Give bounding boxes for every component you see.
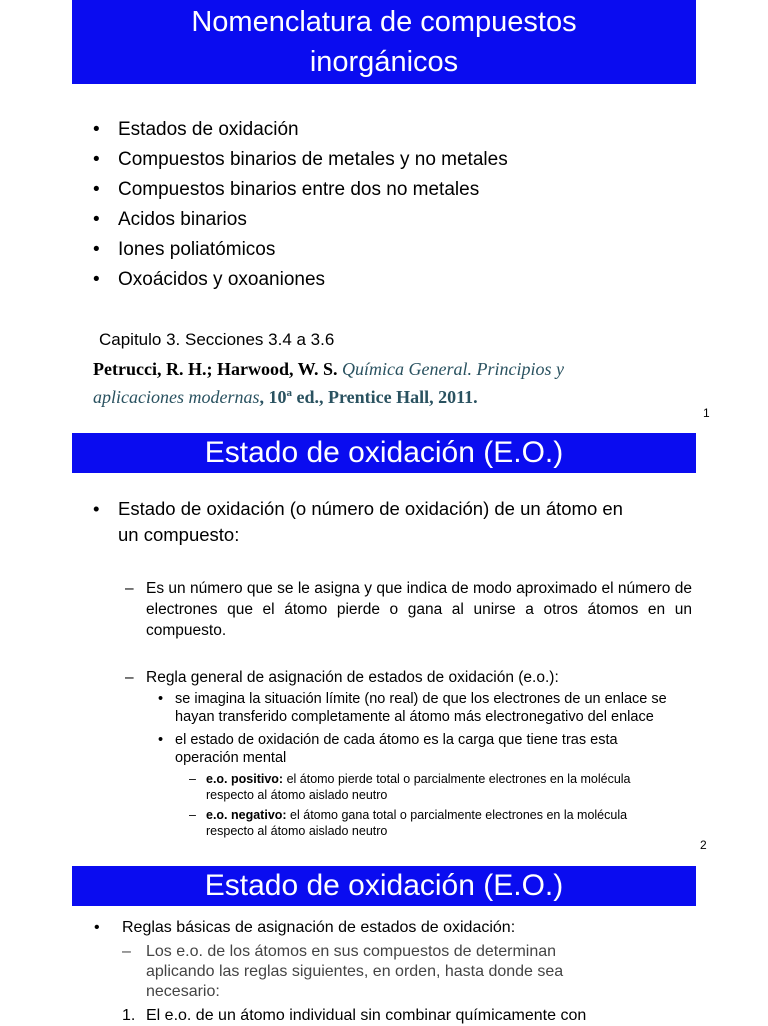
slide2-dash-item: – Es un número que se le asigna y que indica de modo aproximado el número de electrones que el átomo pierde o gana al unirse a otros átomos en un compuesto. [125, 580, 692, 639]
slide2-sub-bullet: • el estado de oxidación de cada átomo es la carga que tiene tras esta operación mental [158, 732, 618, 766]
chapter-line: Capitulo 3. Secciones 3.4 a 3.6 [99, 330, 335, 349]
slide1-bullet: • Iones poliatómicos [93, 239, 276, 260]
bullet-icon: • [93, 239, 100, 260]
slide2-sub-bullet: • se imagina la situación límite (no real) de que los electrones de un enlace se hayan transferido completamente al átomo más electronegativo del enlace [158, 691, 667, 725]
slide1-title-line2: inorgánicos [309, 46, 459, 78]
dash-icon: – [189, 808, 196, 822]
slide1-bullet: • Compuestos binarios entre dos no metales [93, 179, 480, 200]
bullet-icon: • [158, 732, 164, 748]
page-number: 1 [703, 406, 710, 420]
bullet-icon: • [93, 119, 100, 140]
reference-edition-superscript: a [286, 387, 292, 399]
bullet-icon: • [93, 209, 100, 230]
slide3-bullet: • Reglas básicas de asignación de estados de oxidación: [94, 919, 516, 936]
dash-icon: – [122, 943, 131, 960]
reference-publisher: ed., Prentice Hall, 2011. [291, 387, 478, 407]
slide1-bullet: • Compuestos binarios de metales y no metales [93, 149, 508, 170]
slide1-title-banner [72, 0, 696, 84]
rule-number: 1. [122, 1007, 136, 1024]
slide2-dash-item: – Regla general de asignación de estados de oxidación (e.o.): [125, 669, 559, 686]
bullet-icon: • [93, 269, 100, 290]
dash-icon: – [125, 580, 134, 597]
reference-edition-number: 10 [268, 387, 287, 407]
slide1-title-line1: Nomenclatura de compuestos [191, 6, 577, 38]
slide2-positive-eo: – e.o. positivo: el átomo pierde total o parcialmente electrones en la molécula respecto al átomo aislado neutro [189, 772, 631, 802]
bibliographic-reference [93, 357, 633, 409]
slide2-negative-eo: – e.o. negativo: el átomo gana total o parcialmente electrones en la molécula respecto al átomo aislado neutro [189, 808, 628, 838]
slide1-bullet: • Estados de oxidación [93, 119, 299, 140]
bullet-icon: • [93, 179, 100, 200]
bullet-icon: • [158, 691, 164, 707]
slide2-title-banner: Estado de oxidación (E.O.) [72, 433, 696, 473]
dash-icon: – [125, 669, 134, 686]
reference-edition-sep: , [259, 387, 269, 407]
slide3-title-banner: Estado de oxidación (E.O.) [72, 866, 696, 906]
slide1-bullet: • Acidos binarios [93, 209, 247, 230]
slide3-rule-item: 1. El e.o. de un átomo individual sin combinar químicamente con [122, 1007, 587, 1024]
slide2-bullet: • Estado de oxidación (o número de oxidación) de un átomo en un compuesto: [93, 498, 623, 545]
page-number: 2 [700, 838, 707, 852]
bullet-icon: • [93, 498, 100, 519]
reference-book-title: Química General. Principios y aplicaciones modernas [93, 359, 564, 407]
bullet-icon: • [94, 919, 100, 936]
slide1-bullet: • Oxoácidos y oxoaniones [93, 269, 326, 290]
dash-icon: – [189, 772, 196, 786]
slide3-dash-item: – Los e.o. de los átomos en sus compuestos de determinan aplicando las reglas siguientes, en orden, hasta donde sea necesario: [122, 943, 564, 1000]
reference-authors: Petrucci, R. H.; Harwood, W. S. [93, 359, 338, 379]
bullet-icon: • [93, 149, 100, 170]
